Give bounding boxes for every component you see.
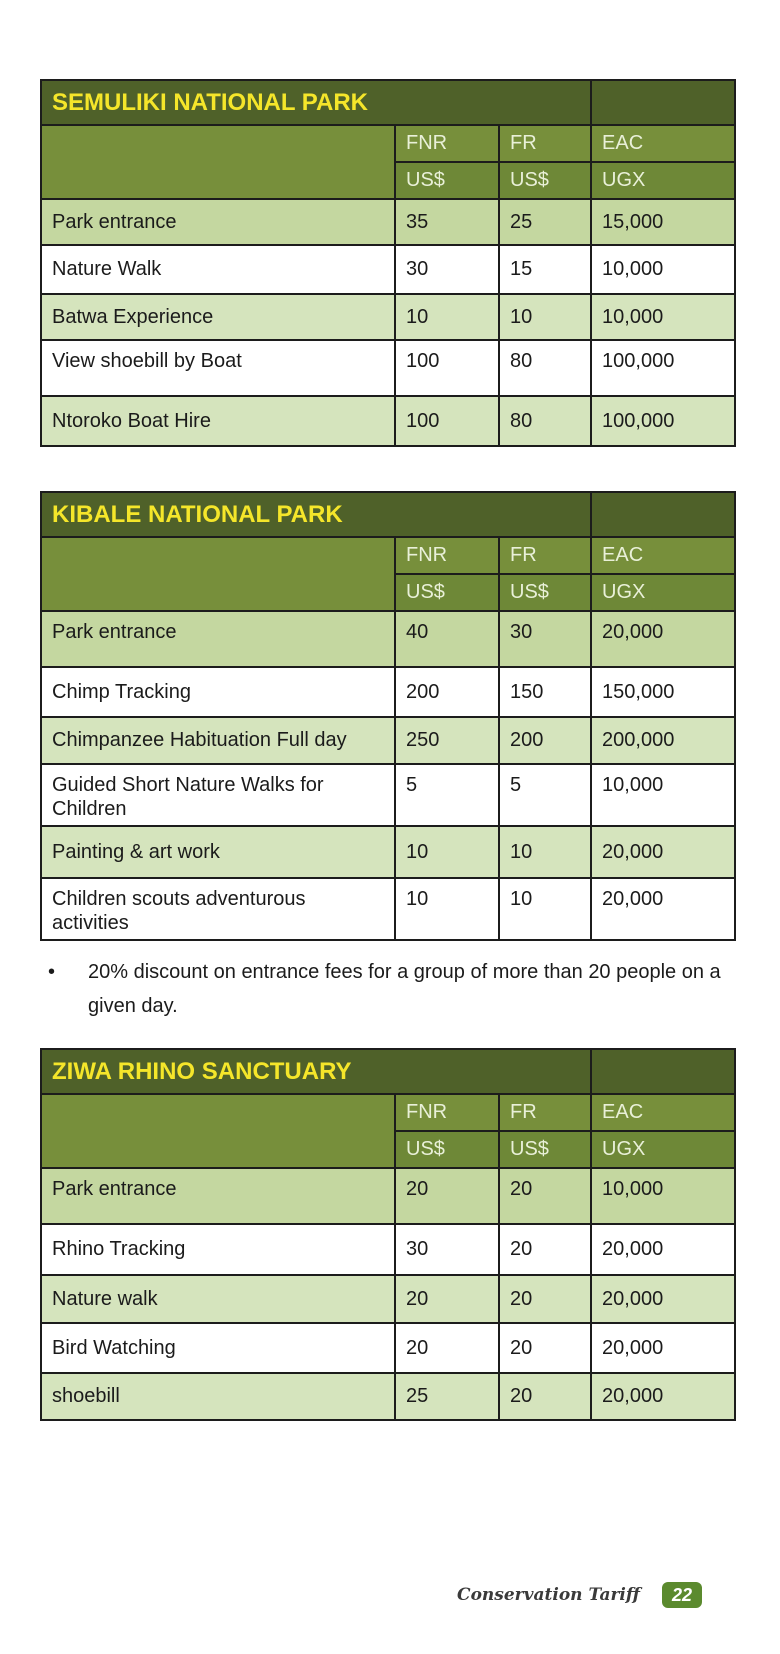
table-row — [41, 1275, 735, 1323]
currency-eac: UGX — [591, 574, 735, 611]
row-item: shoebill — [41, 1373, 395, 1420]
row-eac: 10,000 — [591, 1168, 735, 1224]
header-blank-cell — [41, 125, 395, 199]
row-fnr: 100 — [395, 340, 499, 396]
currency-fr: US$ — [499, 1131, 591, 1168]
row-fnr: 250 — [395, 717, 499, 764]
header-blank-cell — [41, 537, 395, 611]
row-fnr: 20 — [395, 1323, 499, 1373]
currency-fnr: US$ — [395, 1131, 499, 1168]
title-blank-cell — [591, 492, 735, 537]
row-item: Batwa Experience — [41, 294, 395, 340]
row-eac: 100,000 — [591, 396, 735, 446]
row-fr: 10 — [499, 826, 591, 878]
table-row — [41, 1323, 735, 1373]
currency-fnr: US$ — [395, 574, 499, 611]
row-eac: 20,000 — [591, 878, 735, 940]
row-item: Park entrance — [41, 1168, 395, 1224]
header-blank-cell — [41, 1094, 395, 1168]
row-item: Painting & art work — [41, 826, 395, 878]
row-fnr: 10 — [395, 826, 499, 878]
row-fr: 150 — [499, 667, 591, 717]
header-fnr: FNR — [395, 1094, 499, 1131]
table-row — [41, 1224, 735, 1275]
row-item: Rhino Tracking — [41, 1224, 395, 1275]
table-row — [41, 764, 735, 826]
row-eac: 20,000 — [591, 1224, 735, 1275]
row-eac: 20,000 — [591, 1323, 735, 1373]
row-fr: 80 — [499, 340, 591, 396]
currency-fnr: US$ — [395, 162, 499, 199]
column-header-row — [41, 125, 735, 162]
table-row — [41, 717, 735, 764]
row-fnr: 10 — [395, 294, 499, 340]
discount-note — [48, 955, 738, 1023]
row-fr: 10 — [499, 294, 591, 340]
page-number-badge: 22 — [662, 1582, 702, 1608]
table-title-row — [41, 80, 735, 125]
header-fr: FR — [499, 1094, 591, 1131]
row-eac: 100,000 — [591, 340, 735, 396]
currency-fr: US$ — [499, 162, 591, 199]
table-row — [41, 826, 735, 878]
row-fr: 10 — [499, 878, 591, 940]
row-item: View shoebill by Boat — [41, 340, 395, 396]
row-fnr: 20 — [395, 1275, 499, 1323]
currency-fr: US$ — [499, 574, 591, 611]
row-eac: 150,000 — [591, 667, 735, 717]
row-fr: 20 — [499, 1323, 591, 1373]
header-fr: FR — [499, 125, 591, 162]
row-fr: 20 — [499, 1168, 591, 1224]
row-item: Chimpanzee Habituation Full day — [41, 717, 395, 764]
row-eac: 20,000 — [591, 611, 735, 667]
table-row — [41, 245, 735, 294]
bullet-point: • — [48, 961, 56, 983]
row-fnr: 5 — [395, 764, 499, 826]
table-row — [41, 340, 735, 396]
row-fr: 20 — [499, 1224, 591, 1275]
table-title-row — [41, 1049, 735, 1094]
row-fr: 20 — [499, 1373, 591, 1420]
table-row — [41, 199, 735, 245]
table-row — [41, 611, 735, 667]
row-fr: 20 — [499, 1275, 591, 1323]
footer-label: Conservation Tariff — [457, 1585, 640, 1605]
row-eac: 10,000 — [591, 245, 735, 294]
header-fnr: FNR — [395, 125, 499, 162]
currency-eac: UGX — [591, 162, 735, 199]
table-row — [41, 294, 735, 340]
row-item: Guided Short Nature Walks for Children — [41, 764, 395, 826]
row-item: Park entrance — [41, 611, 395, 667]
row-item: Park entrance — [41, 199, 395, 245]
row-fnr: 200 — [395, 667, 499, 717]
title-blank-cell — [591, 80, 735, 125]
row-item: Nature Walk — [41, 245, 395, 294]
row-fr: 200 — [499, 717, 591, 764]
title-blank-cell — [591, 1049, 735, 1094]
row-fr: 80 — [499, 396, 591, 446]
row-eac: 20,000 — [591, 826, 735, 878]
row-fr: 15 — [499, 245, 591, 294]
row-fr: 25 — [499, 199, 591, 245]
row-fnr: 30 — [395, 1224, 499, 1275]
row-eac: 200,000 — [591, 717, 735, 764]
row-eac: 20,000 — [591, 1275, 735, 1323]
header-eac: EAC — [591, 537, 735, 574]
row-fnr: 25 — [395, 1373, 499, 1420]
table-title: SEMULIKI NATIONAL PARK — [41, 80, 591, 125]
semuliki-tariff-table — [40, 79, 736, 447]
row-eac: 10,000 — [591, 764, 735, 826]
header-eac: EAC — [591, 1094, 735, 1131]
row-fnr: 20 — [395, 1168, 499, 1224]
column-header-row — [41, 537, 735, 574]
kibale-tariff-table — [40, 491, 736, 941]
row-eac: 10,000 — [591, 294, 735, 340]
row-fnr: 30 — [395, 245, 499, 294]
row-eac: 20,000 — [591, 1373, 735, 1420]
row-fr: 5 — [499, 764, 591, 826]
row-item: Bird Watching — [41, 1323, 395, 1373]
table-title-row — [41, 492, 735, 537]
row-item: Chimp Tracking — [41, 667, 395, 717]
row-item: Nature walk — [41, 1275, 395, 1323]
page-footer — [457, 1582, 702, 1608]
table-title: ZIWA RHINO SANCTUARY — [41, 1049, 591, 1094]
column-header-row — [41, 1094, 735, 1131]
table-row — [41, 878, 735, 940]
ziwa-tariff-table — [40, 1048, 736, 1421]
row-fr: 30 — [499, 611, 591, 667]
row-item: Ntoroko Boat Hire — [41, 396, 395, 446]
header-eac: EAC — [591, 125, 735, 162]
row-fnr: 10 — [395, 878, 499, 940]
header-fnr: FNR — [395, 537, 499, 574]
currency-eac: UGX — [591, 1131, 735, 1168]
row-fnr: 35 — [395, 199, 499, 245]
table-row — [41, 396, 735, 446]
table-row — [41, 1373, 735, 1420]
header-fr: FR — [499, 537, 591, 574]
row-eac: 15,000 — [591, 199, 735, 245]
row-fnr: 100 — [395, 396, 499, 446]
table-row — [41, 1168, 735, 1224]
table-row — [41, 667, 735, 717]
discount-note-text: 20% discount on entrance fees for a group of more than 20 people on a given day. — [88, 961, 721, 1017]
row-fnr: 40 — [395, 611, 499, 667]
table-title: KIBALE NATIONAL PARK — [41, 492, 591, 537]
row-item: Children scouts adventurous activities — [41, 878, 395, 940]
